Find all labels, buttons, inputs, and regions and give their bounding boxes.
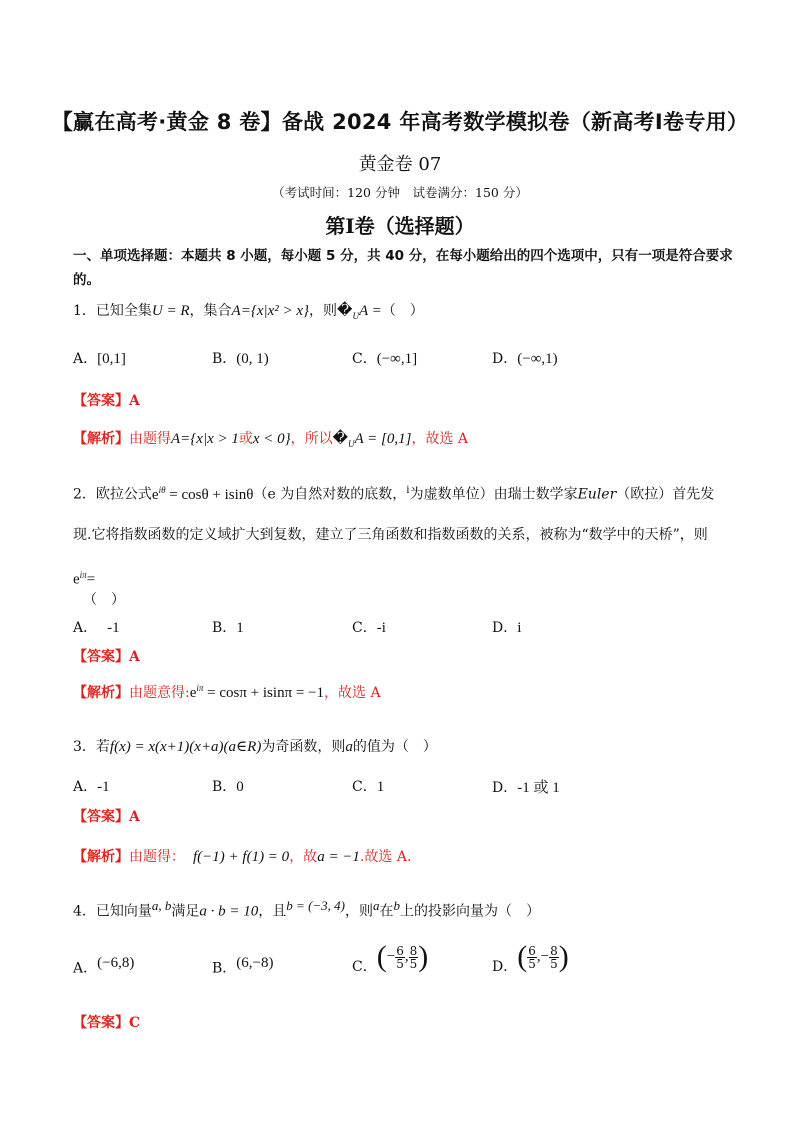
q3-answer: 【答案】A — [73, 809, 140, 825]
q2-answer: 【答案】A — [73, 649, 140, 665]
q3-function: f(x) = x(x+1)(x+a)(a∈R) — [109, 739, 262, 755]
q2-option-c[interactable]: C．-i — [352, 620, 386, 636]
question-2: 2．欧拉公式$e^{i\theta} = \cos\theta + isin\theta(e$ 为自然对数的底数，$^i$为虚数单位）由瑞士数学家Euler（欧拉）首先发 — [73, 482, 715, 503]
part-heading: 第Ⅰ卷（选择题） — [325, 214, 475, 238]
q1-explanation: 【解析】由题得A={x|x > 1或x < 0}，所以$�_UA = [0,1]$，故选 A — [73, 431, 469, 449]
q1-set-a: A={x|x² > x} — [231, 303, 310, 319]
q4-option-c[interactable]: C．(− $\frac{6}{5}$ , $\frac{8}{5}$ ) — [352, 940, 429, 975]
exam-title: 【赢在高考·黄金 8 卷】备战 2024 年高考数学模拟卷（新高考Ⅰ卷专用） — [51, 110, 749, 134]
q3-option-d[interactable]: D．-1 或 1 — [492, 780, 560, 796]
q3-option-b[interactable]: B．0 — [212, 779, 244, 795]
q4-answer: 【答案】C — [73, 1015, 141, 1031]
q3-option-a[interactable]: A．-1 — [73, 779, 110, 795]
section-instructions: 一、单项选择题：本题共 8 小题，每小题 5 分，共 40 分，在每小题给出的四个选项中，只有一项是符合要求的。 — [73, 248, 733, 288]
q4-option-b[interactable]: B．$^{(6,-8)}$ — [212, 955, 274, 977]
q1-option-d[interactable]: D．(−∞,1) — [492, 351, 558, 367]
q3-option-c[interactable]: C．1 — [352, 779, 385, 795]
q3-explanation: 【解析】由题得： f(−1) + f(1) = 0，故a = −1.故选 A. — [73, 849, 412, 865]
q2-option-b[interactable]: B．1 — [212, 620, 244, 636]
question-4: 4．已知向量$^{a, b}$满足a · b = 10，且$^{b = (-3, 4)}$，则$^a$在$^b$上的投影向量为（ ） — [73, 898, 540, 920]
question-3: 3．若f(x) = x(x+1)(x+a)(a∈R)为奇函数，则a的值为（ ） — [73, 739, 437, 755]
question-2-line3: $e^{i\pi}=$ （ ） — [73, 570, 125, 608]
q1-option-a[interactable]: A．[0,1] — [73, 351, 126, 367]
q1-option-b[interactable]: B．(0, 1) — [212, 351, 269, 367]
q2-option-a[interactable]: A． -1 — [73, 620, 120, 636]
euler-formula: $e^{i\theta} = \cos\theta + isin\theta$ — [151, 484, 254, 503]
q2-explanation: 【解析】由题意得$:e^{i\pi} = \cos\pi + isin\pi = -1$，故选 A — [73, 683, 381, 701]
q4-option-d[interactable]: D．( $\frac{6}{5}$ ,− $\frac{8}{5}$ ) — [492, 940, 569, 975]
q1-answer: 【答案】A — [73, 393, 140, 409]
question-1: 1．已知全集U = R，集合A={x|x² > x}，则$�_UA$ =（ ） — [73, 303, 424, 321]
q4-option-a[interactable]: A．$^{(-6,8)}$ — [73, 955, 135, 977]
question-2-line2: 现.它将指数函数的定义域扩大到复数，建立了三角函数和指数函数的关系，被称为“数学中的天桥”，则 — [73, 527, 708, 543]
exam-subtitle: 黄金卷 07 — [358, 154, 442, 175]
q1-option-c[interactable]: C．(−∞,1] — [352, 351, 418, 367]
q2-option-d[interactable]: D．i — [492, 620, 522, 636]
q1-complement-symbol: � — [337, 303, 353, 319]
q1-universal-set: U = R — [151, 303, 190, 319]
exam-meta: （考试时间：120 分钟 试卷满分：150 分） — [272, 185, 528, 200]
